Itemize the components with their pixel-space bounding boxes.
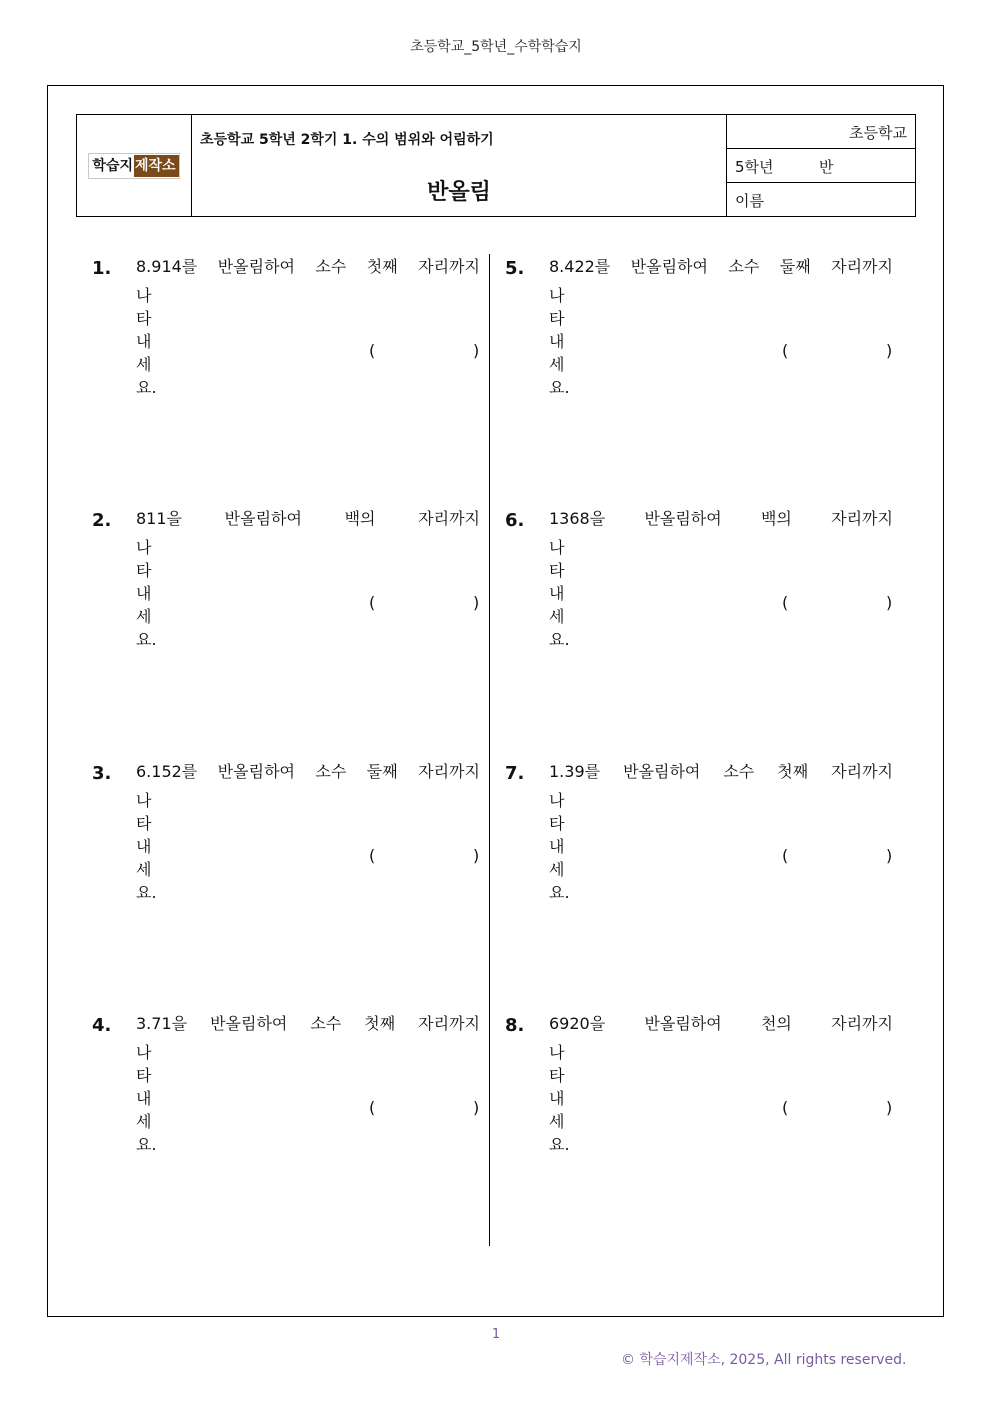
answer-paren-open: ( — [369, 846, 376, 865]
word: 자리까지 — [831, 509, 893, 528]
answer-paren-open: ( — [782, 846, 789, 865]
question-text-line2: 나타내세요. — [549, 286, 570, 397]
answer-paren-close: ) — [886, 341, 893, 360]
word: 6.152를 — [136, 762, 198, 781]
word: 소수 — [728, 257, 760, 276]
answer-paren-close: ) — [473, 846, 480, 865]
brand-logo — [88, 153, 179, 179]
question-text — [549, 1011, 893, 1034]
word: 811을 — [136, 509, 182, 528]
question-text-line2: 나타내세요. — [549, 538, 570, 649]
logo-text-part1: 학습지 — [89, 155, 134, 177]
word: 천의 — [760, 1014, 792, 1033]
answer-paren-open: ( — [782, 1098, 789, 1117]
answer-paren-close: ) — [886, 1098, 893, 1117]
class-label: 반 — [819, 158, 834, 176]
word: 자리까지 — [831, 257, 893, 276]
word: 자리까지 — [418, 257, 480, 276]
page-header: 초등학교_5학년_수학학습지 — [410, 39, 582, 55]
column-divider — [489, 254, 490, 1246]
question-number: 3. — [92, 763, 112, 784]
word: 첫째 — [366, 257, 398, 276]
question-text-line2: 나타내세요. — [136, 538, 157, 649]
word: 소수 — [315, 257, 347, 276]
word: 8.914를 — [136, 257, 198, 276]
word: 반올림하여 — [217, 762, 295, 781]
question-number: 4. — [92, 1015, 112, 1036]
question-text-line2: 나타내세요. — [136, 1043, 157, 1154]
question-number: 5. — [505, 258, 525, 279]
answer-paren-open: ( — [369, 341, 376, 360]
question-number: 8. — [505, 1015, 525, 1036]
question-number: 1. — [92, 258, 112, 279]
school-label: 초등학교 — [849, 124, 907, 142]
question-number: 2. — [92, 510, 112, 531]
word: 반올림하여 — [224, 509, 302, 528]
question-text — [136, 759, 480, 782]
answer-paren-open: ( — [782, 593, 789, 612]
school-row[interactable] — [727, 115, 915, 149]
word: 자리까지 — [831, 762, 893, 781]
word: 소수 — [310, 1014, 342, 1033]
word: 소수 — [723, 762, 755, 781]
question-text — [549, 759, 893, 782]
word: 첫째 — [777, 762, 809, 781]
student-info — [727, 115, 915, 216]
word: 1368을 — [549, 509, 606, 528]
question-text — [549, 506, 893, 529]
worksheet-subtitle: 초등학교 5학년 2학기 1. 수의 범위와 어림하기 — [200, 132, 494, 148]
word: 백의 — [760, 509, 792, 528]
name-row[interactable] — [727, 183, 915, 217]
word: 둘째 — [366, 762, 398, 781]
answer-paren-close: ) — [473, 593, 480, 612]
word: 자리까지 — [831, 1014, 893, 1033]
word: 반올림하여 — [623, 762, 701, 781]
word: 자리까지 — [418, 509, 480, 528]
answer-paren-close: ) — [473, 1098, 480, 1117]
worksheet-header-table — [76, 114, 916, 217]
word: 자리까지 — [418, 1014, 480, 1033]
word: 반올림하여 — [630, 257, 708, 276]
logo-text-part2: 제작소 — [134, 155, 179, 177]
word: 둘째 — [779, 257, 811, 276]
answer-paren-open: ( — [369, 593, 376, 612]
question-text-line2: 나타내세요. — [549, 791, 570, 902]
answer-paren-close: ) — [473, 341, 480, 360]
word: 반올림하여 — [644, 1014, 722, 1033]
question-text-line2: 나타내세요. — [136, 791, 157, 902]
name-label: 이름 — [735, 192, 764, 210]
title-cell — [192, 115, 727, 216]
question-text-line2: 나타내세요. — [136, 286, 157, 397]
logo-cell — [77, 115, 192, 216]
word: 첫째 — [364, 1014, 396, 1033]
word: 1.39를 — [549, 762, 601, 781]
word: 백의 — [344, 509, 376, 528]
question-number: 7. — [505, 763, 525, 784]
answer-paren-close: ) — [886, 846, 893, 865]
word: 6920을 — [549, 1014, 606, 1033]
question-text — [136, 506, 480, 529]
answer-paren-close: ) — [886, 593, 893, 612]
question-text — [136, 254, 480, 277]
word: 8.422를 — [549, 257, 611, 276]
word: 자리까지 — [418, 762, 480, 781]
answer-paren-open: ( — [369, 1098, 376, 1117]
word: 반올림하여 — [210, 1014, 288, 1033]
question-text — [136, 1011, 480, 1034]
question-text — [549, 254, 893, 277]
word: 소수 — [315, 762, 347, 781]
copyright-notice: © 학습지제작소, 2025, All rights reserved. — [621, 1352, 907, 1368]
page-number: 1 — [491, 1327, 501, 1342]
question-number: 6. — [505, 510, 525, 531]
question-text-line2: 나타내세요. — [549, 1043, 570, 1154]
word: 3.71을 — [136, 1014, 188, 1033]
word: 반올림하여 — [217, 257, 295, 276]
worksheet-title: 반올림 — [427, 180, 491, 205]
grade-label: 5학년 — [735, 158, 774, 176]
word: 반올림하여 — [644, 509, 722, 528]
answer-paren-open: ( — [782, 341, 789, 360]
grade-class-row[interactable] — [727, 149, 915, 183]
